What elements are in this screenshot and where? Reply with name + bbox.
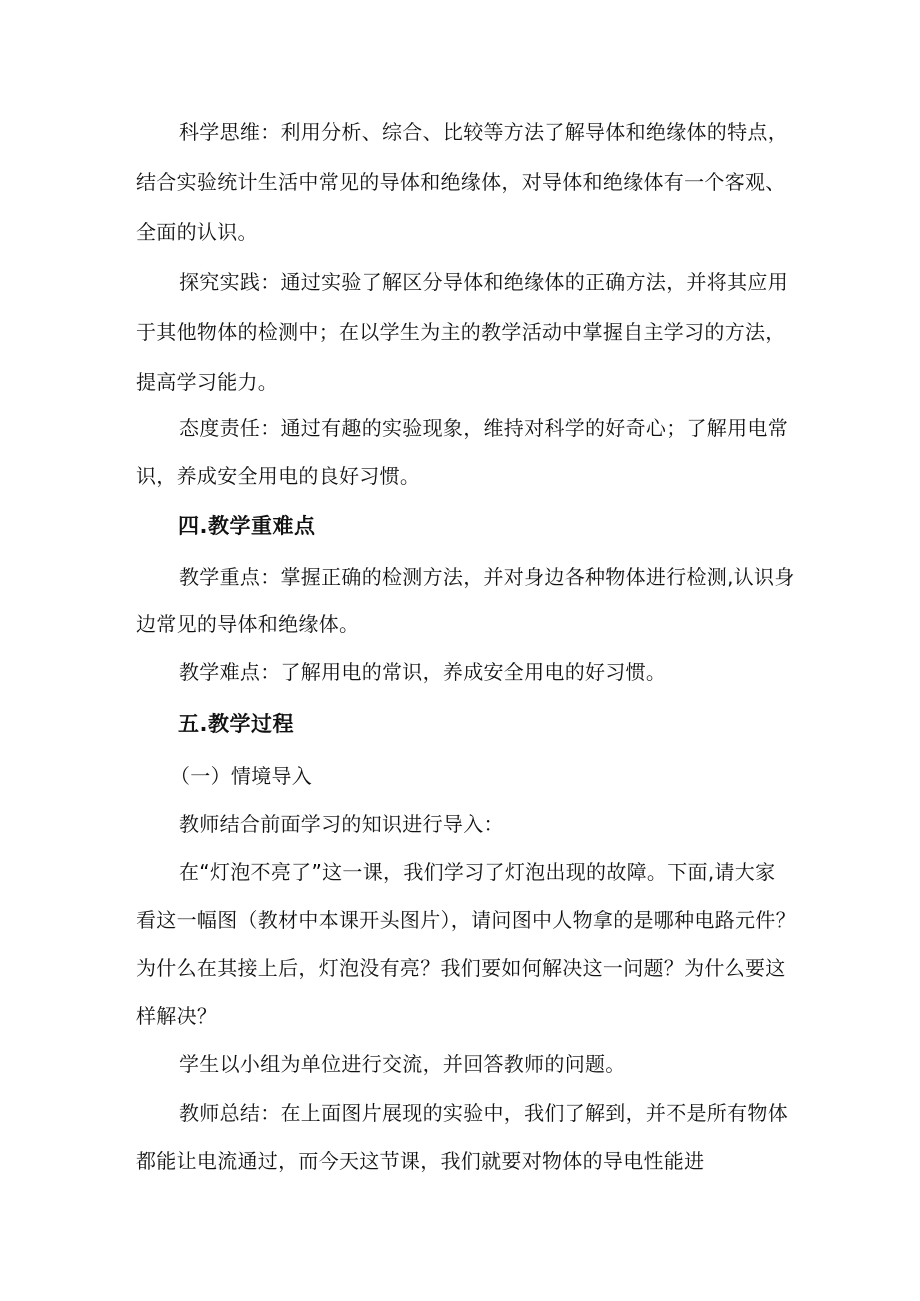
- intro-line: 教师结合前面学习的知识进行导入：: [179, 812, 504, 836]
- key-point-line-1: 教学重点：掌握正确的检测方法，并对身边各种物体进行检测,认识身: [179, 565, 795, 589]
- attitude-line-1: 态度责任：通过有趣的实验现象，维持对科学的好奇心；了解用电常: [179, 416, 788, 440]
- question-line-1: 在“灯泡不亮了”这一课，我们学习了灯泡出现的故障。下面,请大家: [179, 860, 776, 884]
- question-line-3: 为什么在其接上后，灯泡没有亮？我们要如何解决这一问题？为什么要这: [136, 956, 786, 980]
- practice-line-2: 于其他物体的检测中；在以学生为主的教学活动中掌握自主学习的方法，: [136, 320, 786, 344]
- question-line-4: 样解决？: [136, 1004, 218, 1028]
- students-line: 学生以小组为单位进行交流，并回答教师的问题。: [179, 1052, 626, 1076]
- difficulty-line: 教学难点：了解用电的常识，养成安全用电的好习惯。: [179, 660, 667, 684]
- summary-line-2: 都能让电流通过，而今天这节课，我们就要对物体的导电性能进: [136, 1149, 705, 1173]
- thinking-line-3: 全面的认识。: [136, 220, 258, 244]
- practice-line-1: 探究实践：通过实验了解区分导体和绝缘体的正确方法，并将其应用: [179, 270, 788, 294]
- section-5-heading: 五.教学过程: [178, 712, 294, 736]
- summary-line-1: 教师总结：在上面图片展现的实验中，我们了解到，并不是所有物体: [179, 1101, 788, 1125]
- subheading-situation-intro: （一）情境导入: [170, 764, 313, 788]
- attitude-line-2: 识，养成安全用电的良好习惯。: [136, 464, 421, 488]
- thinking-line-1: 科学思维：利用分析、综合、比较等方法了解导体和绝缘体的特点，: [179, 120, 788, 144]
- practice-line-3: 提高学习能力。: [136, 370, 279, 394]
- section-4-heading: 四.教学重难点: [178, 514, 316, 538]
- thinking-line-2: 结合实验统计生活中常见的导体和绝缘体，对导体和绝缘体有一个客观、: [136, 170, 786, 194]
- key-point-line-2: 边常见的导体和绝缘体。: [136, 612, 360, 636]
- question-line-2: 看这一幅图（教材中本课开头图片），请问图中人物拿的是哪种电路元件？: [136, 908, 796, 932]
